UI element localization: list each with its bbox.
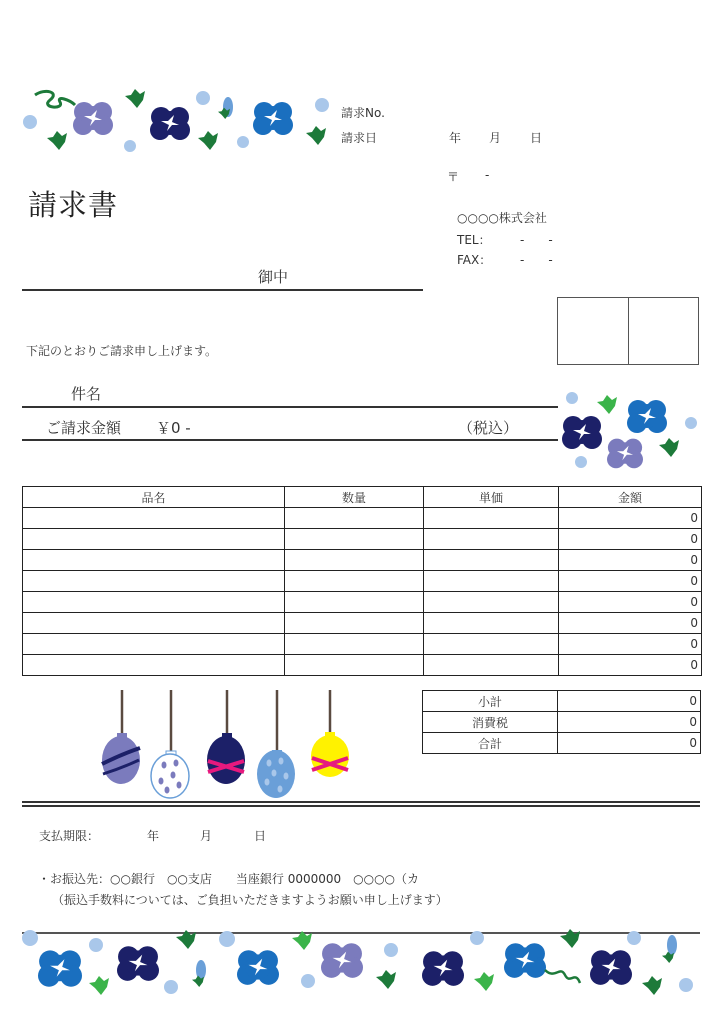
cell-item-name[interactable] [23,508,285,529]
side-morning-glory-decoration [555,390,705,470]
flower-icon [590,950,632,985]
fax-value: - - [520,253,553,267]
cell-amount: 0 [559,508,702,529]
top-morning-glory-decoration [0,80,340,160]
divider-top-line [22,801,700,803]
cell-item-name[interactable] [23,613,285,634]
invoice-date-label: 請求日 [341,131,378,145]
cell-unit-price[interactable] [424,571,559,592]
cell-unit-price[interactable] [424,508,559,529]
cell-quantity[interactable] [285,655,424,676]
cell-unit-price[interactable] [424,529,559,550]
cell-quantity[interactable] [285,508,424,529]
postal-mark: 〒 [447,170,460,184]
flower-icon [253,102,293,135]
invoice-date-month: 月 [489,131,502,145]
amount-underline [22,439,558,441]
cell-quantity[interactable] [285,550,424,571]
chime-sky-blue-icon [257,750,295,798]
bottom-morning-glory-decoration [0,925,724,1005]
cell-amount: 0 [559,655,702,676]
subtotal-label: 小計 [423,691,558,712]
chime-yellow-icon [311,732,349,777]
amount-value: ￥0 - [156,419,191,437]
cell-item-name[interactable] [23,634,285,655]
flower-icon [150,107,190,140]
items-table-header [23,487,702,508]
total-label: 合計 [423,733,558,754]
invoice-date-year: 年 [449,131,462,145]
subject-underline [22,406,558,408]
table-row [23,655,702,676]
tax-row [423,712,701,733]
company-name: ○○○○株式会社 [457,211,547,225]
wind-chime-decoration [90,690,350,800]
header-unit-price: 単価 [424,487,559,508]
cell-quantity[interactable] [285,592,424,613]
flower-icon [237,950,279,985]
cell-unit-price[interactable] [424,592,559,613]
header-item-name: 品名 [23,487,285,508]
table-row [23,613,702,634]
cell-amount: 0 [559,529,702,550]
stamp-box-divider [628,298,629,364]
flower-icon [562,416,602,449]
cell-amount: 0 [559,592,702,613]
cell-unit-price[interactable] [424,550,559,571]
transfer-fee-note: （振込手数料については、ご負担いただきますようお願い申し上げます） [52,893,448,907]
cell-unit-price[interactable] [424,634,559,655]
cell-item-name[interactable] [23,571,285,592]
total-value: 0 [558,733,701,754]
payment-deadline-day: 日 [254,829,267,843]
flower-icon [504,943,546,978]
chime-lavender-icon [102,733,140,784]
totals-table [422,690,701,754]
flower-icon [422,951,464,986]
table-row [23,634,702,655]
postal-dash: - [485,168,490,182]
header-quantity: 数量 [285,487,424,508]
flower-icon [117,946,159,981]
tax-value: 0 [558,712,701,733]
header-amount: 金額 [559,487,702,508]
bank-transfer-info: ・お振込先：○○銀行 ○○支店 当座銀行 0000000 ○○○○（カ [38,872,420,886]
chime-white-dotted-icon [151,751,189,798]
payment-deadline-month: 月 [200,829,213,843]
cell-quantity[interactable] [285,634,424,655]
page-title: 請求書 [28,188,119,222]
stamp-box [557,297,699,365]
flower-icon [38,950,82,986]
cell-unit-price[interactable] [424,613,559,634]
tel-label: TEL： [457,233,491,247]
tax-included-label: （税込） [458,419,519,437]
flower-icon [321,943,363,978]
recipient-suffix: 御中 [258,268,289,286]
subtotal-row [423,691,701,712]
table-row [23,571,702,592]
flower-icon [627,400,667,433]
payment-deadline-label: 支払期限： [39,829,100,843]
subject-label: 件名 [71,385,102,403]
cell-unit-price[interactable] [424,655,559,676]
fax-label: FAX： [457,253,492,267]
items-table [22,486,702,676]
cell-quantity[interactable] [285,529,424,550]
table-row [23,508,702,529]
cell-item-name[interactable] [23,550,285,571]
total-row [423,733,701,754]
table-row [23,550,702,571]
cell-amount: 0 [559,571,702,592]
cell-item-name[interactable] [23,529,285,550]
cell-amount: 0 [559,634,702,655]
tax-label: 消費税 [423,712,558,733]
flower-icon [73,102,113,135]
flower-icon [607,439,643,469]
tel-value: - - [520,233,553,247]
payment-deadline-year: 年 [147,829,160,843]
cell-item-name[interactable] [23,655,285,676]
cell-amount: 0 [559,550,702,571]
subtotal-value: 0 [558,691,701,712]
recipient-underline [22,289,423,291]
cell-quantity[interactable] [285,613,424,634]
invoice-number-label: 請求No. [341,106,385,120]
chime-navy-icon [207,733,245,784]
intro-text: 下記のとおりご請求申し上げます。 [26,344,218,358]
table-row [23,592,702,613]
cell-quantity[interactable] [285,571,424,592]
table-row [23,529,702,550]
cell-item-name[interactable] [23,592,285,613]
divider-bottom-line [22,805,700,807]
invoice-date-day: 日 [530,131,543,145]
amount-label: ご請求金額 [46,419,122,437]
cell-amount: 0 [559,613,702,634]
